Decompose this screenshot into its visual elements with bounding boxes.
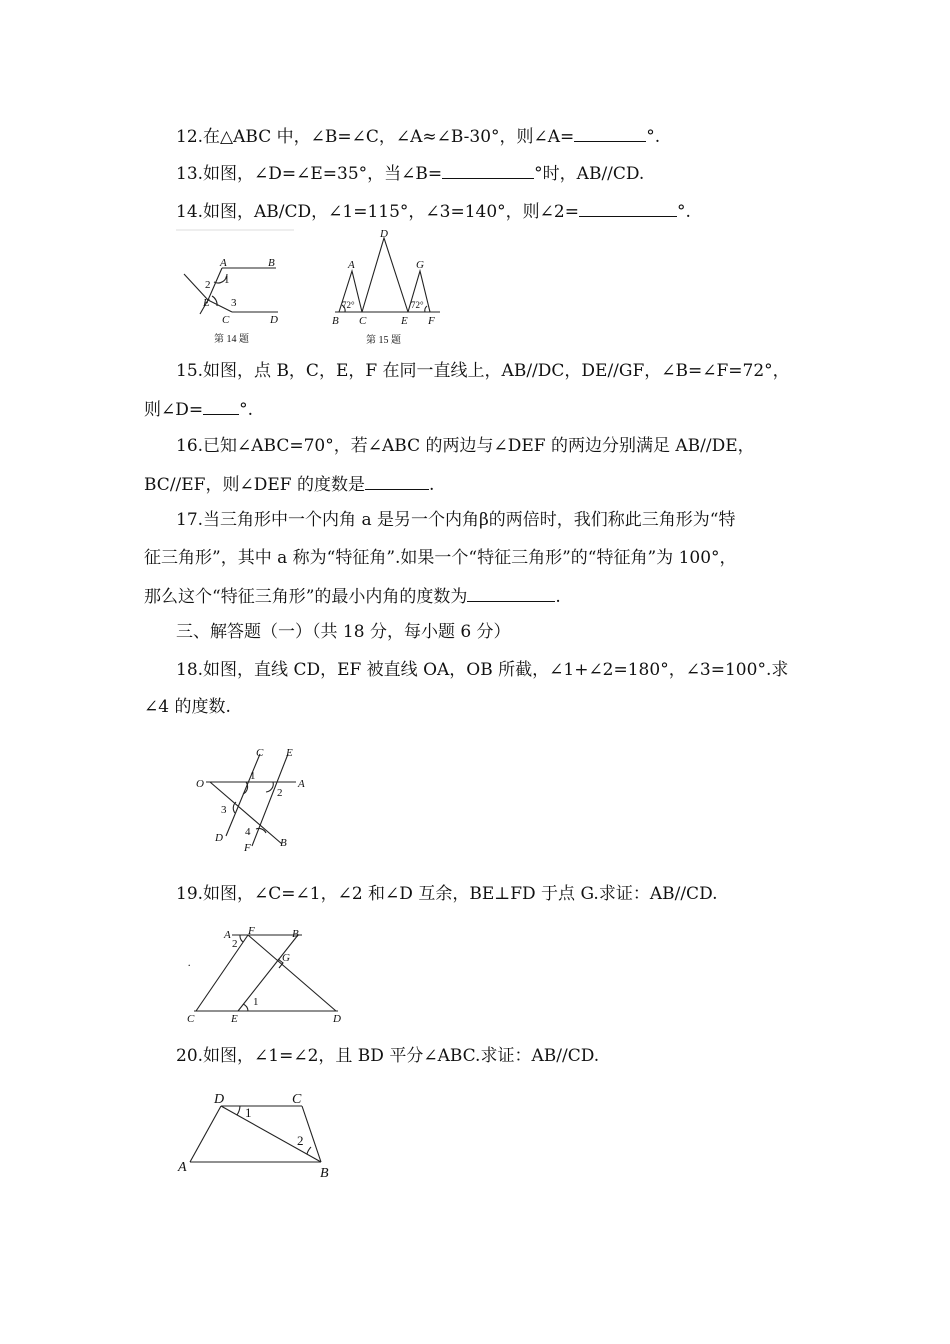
question-15-text: 则∠D= [144,400,204,420]
answer-blank[interactable] [467,583,555,602]
question-17-line-3 [144,583,561,609]
angle-1: 1 [245,1105,252,1120]
label-F: F [428,315,435,327]
caption-15: 第 15 题 [366,335,401,346]
figure-14 [176,230,296,350]
label-A: A [224,929,231,941]
label-A: A [348,259,355,271]
label-E: E [203,297,210,309]
question-19: 19.如图，∠C=∠1，∠2 和∠D 互余，BE⊥FD 于点 G.求证：AB//CD. [176,884,718,904]
question-12 [176,123,660,149]
angle-72-right: 72° [411,300,424,310]
figure-19 [182,923,352,1027]
label-D: D [214,1092,225,1107]
label-A: A [298,778,305,790]
figure-20 [174,1086,344,1182]
question-13-end: °时，AB//CD. [534,164,645,184]
label-F: F [244,842,251,854]
question-15-end: °. [239,400,254,420]
label-B: B [320,1166,329,1181]
label-C: C [187,1013,195,1025]
label-G: G [416,259,424,271]
label-E: E [286,747,293,759]
label-G: G [282,952,290,964]
label-B: B [268,257,275,269]
figure-15 [330,228,450,350]
question-17-line-1: 17.当三角形中一个内角 a 是另一个内角β的两倍时，我们称此三角形为“特 [176,510,736,530]
question-17-text: 那么这个“特征三角形”的最小内角的度数为 [144,587,468,607]
label-D: D [270,314,278,326]
angle-2: 2 [232,938,238,950]
question-15-line-1: 15.如图，点 B，C，E，F 在同一直线上，AB//DC，DE//GF，∠B=∠F=72°， [176,361,790,381]
question-14-end: °. [676,202,691,222]
question-14 [176,198,691,224]
label-B: B [280,837,287,849]
question-14-text: 14.如图，AB/CD，∠1=115°，∠3=140°，则∠2= [176,202,579,222]
label-C: C [292,1092,302,1107]
question-16-end: . [428,475,435,495]
label-C: C [359,315,367,327]
answer-blank[interactable] [442,160,534,179]
angle-2: 2 [205,279,211,291]
label-D: D [215,832,223,844]
label-B: B [332,315,339,327]
answer-blank[interactable] [574,123,646,142]
question-17-line-2: 征三角形”，其中 a 称为“特征角”.如果一个“特征三角形”的“特征角”为 100°， [144,548,737,568]
answer-blank[interactable] [203,396,239,415]
question-17-end: . [555,587,561,607]
question-12-text: 12.在△ABC 中，∠B=∠C，∠A≈∠B-30°，则∠A= [176,127,575,147]
question-12-end: °. [646,127,661,147]
label-D: D [380,228,388,240]
label-A: A [178,1160,187,1175]
question-20: 20.如图，∠1=∠2，且 BD 平分∠ABC.求证：AB//CD. [176,1046,600,1066]
angle-2: 2 [297,1133,304,1148]
label-E: E [231,1013,238,1025]
label-E: E [401,315,408,327]
question-16-line-2 [144,471,434,497]
angle-3: 3 [231,297,237,309]
label-B: B [292,928,299,940]
question-18-line-1: 18.如图，直线 CD，EF 被直线 OA，OB 所截，∠1+∠2=180°，∠3=100°.求 [176,660,789,680]
angle-3: 3 [221,804,227,816]
label-F: F [248,925,255,937]
dot: . [188,955,191,969]
question-18-line-2: ∠4 的度数. [144,697,231,717]
angle-1: 1 [224,274,230,286]
label-C: C [256,747,264,759]
label-D: D [333,1013,341,1025]
label-O: O [196,778,204,790]
question-16-text: BC//EF，则∠DEF 的度数是 [144,475,365,495]
angle-1: 1 [250,770,256,782]
section-heading: 三、解答题（一）（共 18 分，每小题 6 分） [176,622,511,642]
label-C: C [222,314,230,326]
question-16-line-1: 16.已知∠ABC=70°，若∠ABC 的两边与∠DEF 的两边分别满足 AB//DE， [176,436,755,456]
angle-2: 2 [277,787,283,799]
question-15-line-2 [144,396,253,422]
question-13 [176,160,644,186]
answer-blank[interactable] [365,471,429,490]
figure-18 [194,745,314,855]
angle-72-left: 72° [342,300,355,310]
angle-1: 1 [253,996,259,1008]
question-13-text: 13.如图，∠D=∠E=35°，当∠B= [176,164,443,184]
answer-blank[interactable] [579,198,677,217]
angle-4: 4 [245,826,251,838]
label-A: A [220,257,227,269]
caption-14: 第 14 题 [214,334,249,345]
